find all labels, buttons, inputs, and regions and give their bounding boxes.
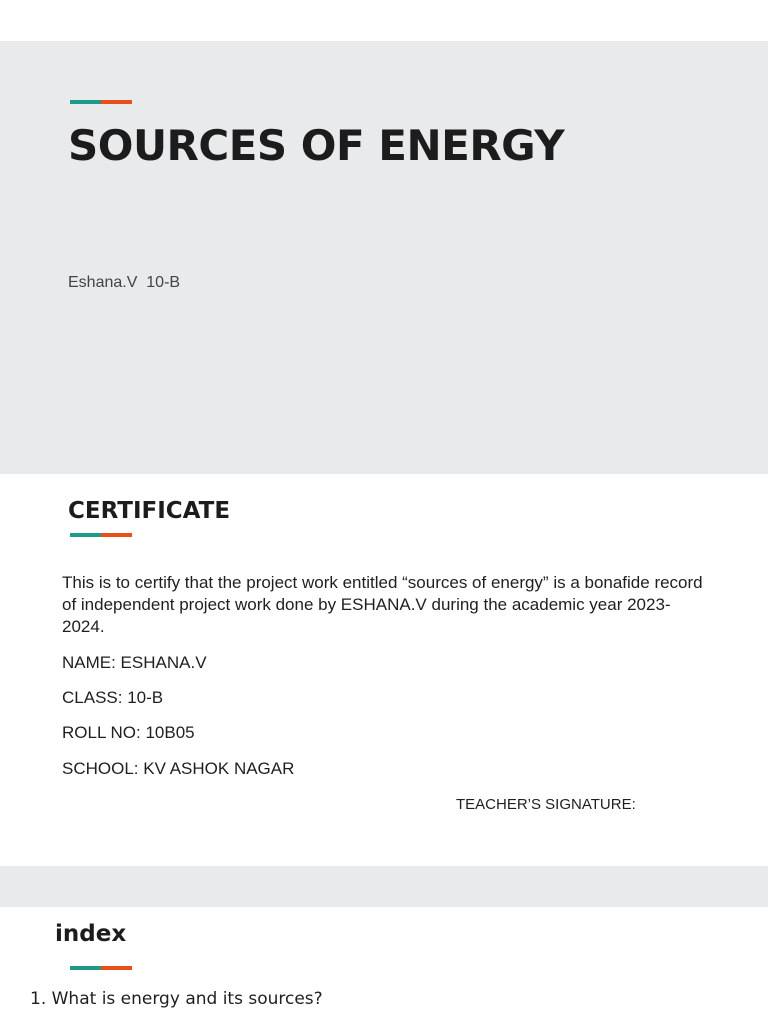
certificate-roll: ROLL NO: 10B05 bbox=[62, 723, 195, 742]
slide-divider bbox=[0, 866, 768, 907]
accent-teal-segment bbox=[70, 100, 101, 104]
title-accent-bar bbox=[70, 100, 132, 104]
accent-teal-segment bbox=[70, 533, 101, 537]
certificate-heading: CERTIFICATE bbox=[68, 498, 231, 524]
index-slide bbox=[0, 907, 768, 1024]
index-heading: index bbox=[55, 921, 127, 947]
certificate-accent-bar bbox=[70, 533, 132, 537]
list-item: 1. What is energy and its sources? bbox=[30, 989, 323, 1009]
page-title: SOURCES OF ENERGY bbox=[68, 121, 565, 170]
certificate-school: SCHOOL: KV ASHOK NAGAR bbox=[62, 759, 295, 778]
title-slide bbox=[0, 41, 768, 474]
teacher-signature-label: TEACHER’S SIGNATURE: bbox=[456, 796, 636, 813]
accent-orange-segment bbox=[101, 100, 132, 104]
index-accent-bar bbox=[70, 966, 132, 970]
certificate-slide bbox=[0, 474, 768, 866]
accent-orange-segment bbox=[101, 533, 132, 537]
author-subtitle: Eshana.V 10-B bbox=[68, 274, 181, 291]
accent-teal-segment bbox=[70, 966, 101, 970]
accent-orange-segment bbox=[101, 966, 132, 970]
certificate-body: This is to certify that the project work entitled “sources of energy” is a bonafide record of independent project work done by ESHANA.V during the academic year 2023-2024. bbox=[62, 573, 703, 636]
certificate-class: CLASS: 10-B bbox=[62, 688, 164, 707]
page-top-gap bbox=[0, 0, 768, 41]
certificate-name: NAME: ESHANA.V bbox=[62, 653, 207, 672]
index-list bbox=[30, 989, 323, 1009]
